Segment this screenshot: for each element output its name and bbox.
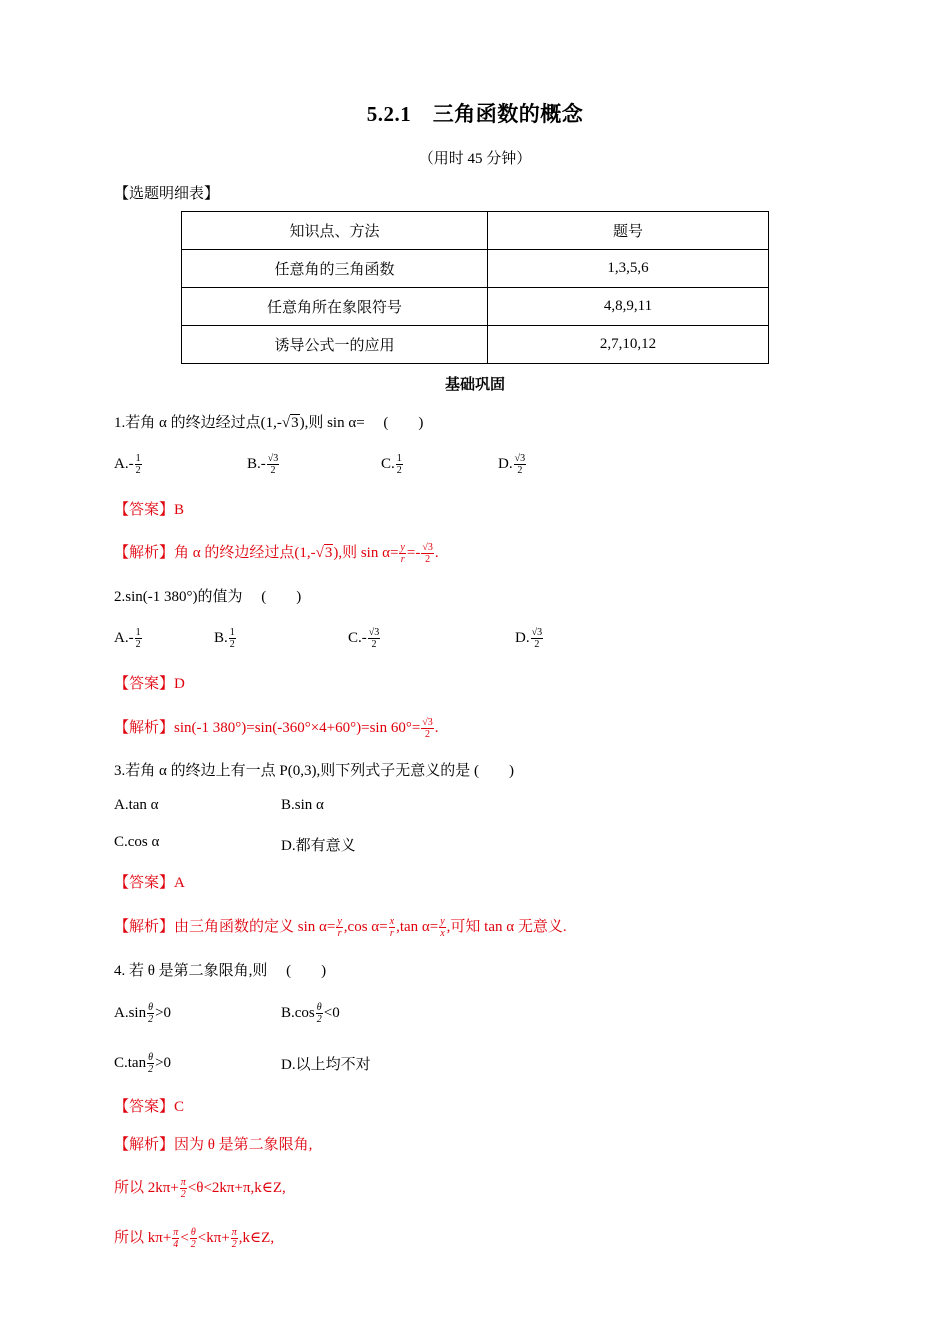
q2-answer: 【答案】D [114,676,185,692]
table-header-cell: 知识点、方法 [182,212,488,250]
q4-option-b: B.cos $\frac{\theta}{2}$ <0 [281,1002,340,1025]
table-cell: 诱导公式一的应用 [182,326,488,364]
question-4-stem: 4. 若 θ 是第二象限角,则 ( ) [114,963,327,979]
question-3-stem: 3.若角 α 的终边上有一点 P(0,3),则下列式子无意义的是 ( ) [114,763,514,779]
q4-option-c: C.tan $\frac{\theta}{2}$ >0 [114,1052,172,1075]
q4-analysis-line-2: 所以 2kπ+ $\frac{\pi}{2}$ <θ<2kπ+π,k∈Z, [114,1177,286,1201]
table-cell: 2,7,10,12 [488,326,769,364]
page-subtitle: （用时 45 分钟） [418,151,532,167]
section-heading: 基础巩固 [444,377,505,393]
table-header-row [182,212,769,250]
q2-option-a: A.- $\frac{1}{2}$ [114,627,141,650]
q4-analysis-line-3: 所以 kπ+ $\frac{\pi}{4}$ < $\frac{\theta}{2}$ <kπ+ $\frac{\pi}{2}$ ,k∈Z, [114,1227,275,1251]
table-row [182,288,769,326]
q3-option-a: A.tan α [114,797,159,813]
table-row [182,326,769,364]
table-cell: 任意角所在象限符号 [182,288,488,326]
q4-option-a: A.sin $\frac{\theta}{2}$ >0 [114,1002,172,1025]
q1-option-b: B.- $\frac{√3}{2}$ [247,453,279,476]
q3-analysis: 【解析】由三角函数的定义 sin α= $\frac{y}{r}$ ,cos α= $\frac{x}{r}$ ,tan α= $\frac{y}{x}$ ,可知 tan α 无意义. [114,916,567,940]
page-title: 5.2.1 三角函数的概念 [366,102,584,126]
q1-analysis: 【解析】角 α 的终边经过点(1,-√3),则 sin α= $\frac{y}{r}$ =- $\frac{√3}{2}$ . [114,542,439,566]
q3-option-c: C.cos α [114,834,160,850]
q3-answer: 【答案】A [114,875,185,891]
q1-option-d: D. $\frac{√3}{2}$ [498,453,526,476]
q2-option-c: C.- $\frac{√3}{2}$ [348,627,380,650]
q2-option-b: B. $\frac{1}{2}$ [214,627,235,650]
q4-option-d: D.以上均不对 [281,1057,371,1073]
detail-table-label: 【选题明细表】 [114,186,220,202]
table-cell: 任意角的三角函数 [182,250,488,288]
q1-option-a: A.- $\frac{1}{2}$ [114,453,141,476]
q3-option-d: D.都有意义 [281,838,356,854]
question-1-stem: 1.若角 α 的终边经过点(1,-√3),则 sin α= ( ) [114,415,424,431]
table-cell: 4,8,9,11 [488,288,769,326]
table-cell: 1,3,5,6 [488,250,769,288]
q1-answer: 【答案】B [114,502,185,518]
q3-option-b: B.sin α [281,797,324,813]
question-2-stem: 2.sin(-1 380°)的值为 ( ) [114,589,302,605]
q1-option-c: C. $\frac{1}{2}$ [381,453,402,476]
q4-answer: 【答案】C [114,1099,185,1115]
table-header-cell: 题号 [488,212,769,250]
detail-table [181,211,769,364]
q2-option-d: D. $\frac{√3}{2}$ [515,627,543,650]
q4-analysis-line-1: 【解析】因为 θ 是第二象限角, [114,1137,313,1153]
table-row [182,250,769,288]
q2-analysis: 【解析】sin(-1 380°)=sin(-360°×4+60°)=sin 60°= $\frac{√3}{2}$ . [114,717,439,741]
